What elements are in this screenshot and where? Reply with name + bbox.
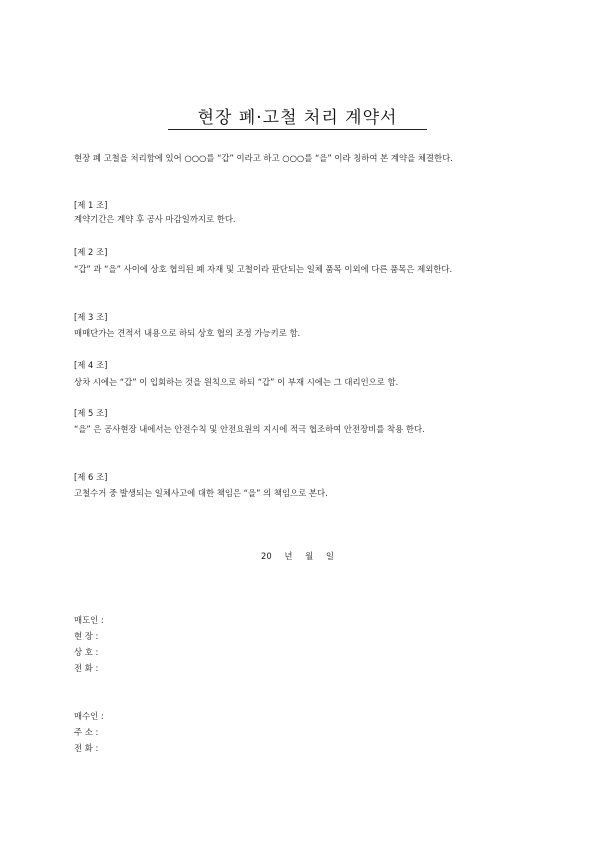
article-4-heading: [제 4 조] xyxy=(74,360,108,370)
contract-date-line: 20 년 월 일 xyxy=(261,551,334,561)
article-2-heading: [제 2 조] xyxy=(74,247,108,257)
intro-paragraph: 현장 폐 고철을 처리함에 있어 ○○○를 “갑” 이라고 하고 ○○○를 “을” 이라 칭하여 본 계약을 체결한다. xyxy=(74,153,453,163)
article-2-body: “갑” 과 “을” 사이에 상호 협의된 폐 자재 및 고철이라 판단되는 일체 품목 이외에 다른 품목은 제외한다. xyxy=(74,264,453,274)
buyer-address-field: 주 소 : xyxy=(74,727,99,737)
article-6-heading: [제 6 조] xyxy=(74,472,108,482)
document-title: 현장 폐·고철 처리 계약서 xyxy=(197,108,398,128)
article-6-body: 고철수거 중 발생되는 일체사고에 대한 책임은 “을” 의 책임으로 본다. xyxy=(74,488,328,498)
article-1-body: 계약기간은 계약 후 공사 마감일까지로 한다. xyxy=(74,214,236,224)
buyer-label: 매수인 : xyxy=(74,711,104,721)
title-underline xyxy=(168,129,427,130)
seller-site-field: 현 장 : xyxy=(74,631,99,641)
article-4-body: 상차 시에는 “갑” 이 입회하는 것을 원칙으로 하되 “갑” 이 부재 시에는 그 대리인으로 함. xyxy=(74,377,399,387)
seller-company-field: 상 호 : xyxy=(74,647,99,657)
article-3-heading: [제 3 조] xyxy=(74,312,108,322)
buyer-phone-field: 전 화 : xyxy=(74,743,99,753)
article-3-body: 매매단가는 견적서 내용으로 하되 상호 협의 조정 가능키로 함. xyxy=(74,328,301,338)
seller-label: 매도인 : xyxy=(74,615,104,625)
article-5-body: “을” 은 공사현장 내에서는 안전수칙 및 안전요원의 지시에 적극 협조하여 안전장비를 착용 한다. xyxy=(74,424,425,434)
article-5-heading: [제 5 조] xyxy=(74,408,108,418)
seller-phone-field: 전 화 : xyxy=(74,663,99,673)
article-1-heading: [제 1 조] xyxy=(74,200,108,210)
